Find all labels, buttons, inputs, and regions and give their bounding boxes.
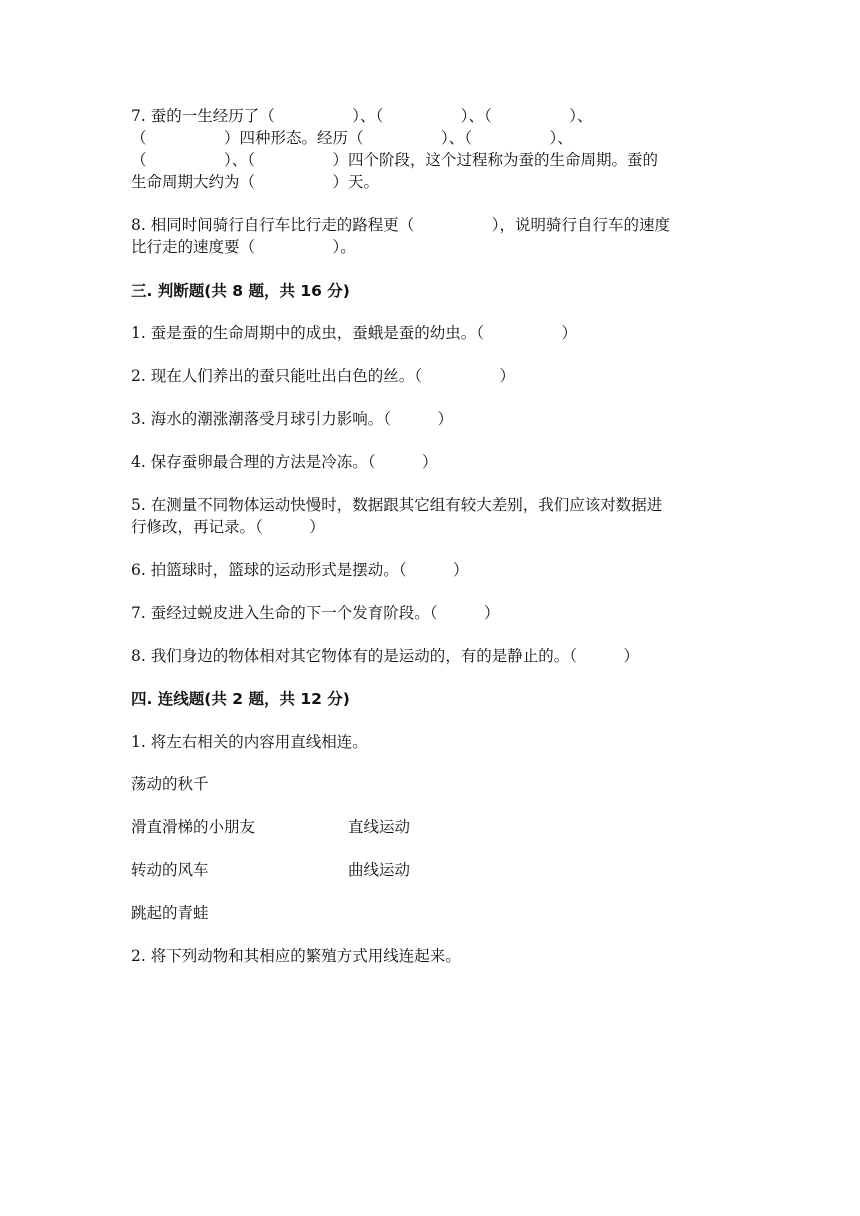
judge-item-1: 1. 蚕是蚕的生命周期中的成虫，蚕蛾是蚕的幼虫。（ ） <box>131 324 577 342</box>
judge-item-2: 2. 现在人们养出的蚕只能吐出白色的丝。（ ） <box>131 367 515 385</box>
judge-item-5-line-2: 行修改，再记录。（ ） <box>131 518 325 536</box>
q7-line-2: （ ）四种形态。经历（ ）、（ ）、 <box>131 129 573 147</box>
judge-item-5-line-1: 5. 在测量不同物体运动快慢时，数据跟其它组有较大差别，我们应该对数据进 <box>131 496 663 514</box>
match-q1-prompt: 1. 将左右相关的内容用直线相连。 <box>131 733 368 751</box>
match-right-item-1: 直线运动 <box>348 818 411 836</box>
judge-item-6: 6. 拍篮球时，篮球的运动形式是摆动。（ ） <box>131 561 469 579</box>
q7-line-4: 生命周期大约为（ ）天。 <box>131 173 380 191</box>
match-left-item-3: 转动的风车 <box>131 861 209 879</box>
match-left-item-4: 跳起的青蛙 <box>131 904 209 922</box>
q7-line-1: 7. 蚕的一生经历了（ ）、（ ）、（ ）、 <box>131 107 593 125</box>
q7-line-3: （ ）、（ ）四个阶段，这个过程称为蚕的生命周期。蚕的 <box>131 151 659 169</box>
judge-item-3: 3. 海水的潮涨潮落受月球引力影响。（ ） <box>131 410 453 428</box>
q8-line-1: 8. 相同时间骑行自行车比行走的路程更（ ），说明骑行自行车的速度 <box>131 216 670 234</box>
match-left-item-2: 滑直滑梯的小朋友 <box>131 818 256 836</box>
match-right-item-2: 曲线运动 <box>348 861 411 879</box>
q8-line-2: 比行走的速度要（ ）。 <box>131 238 356 256</box>
match-left-item-1: 荡动的秋千 <box>131 775 209 793</box>
match-q2-prompt: 2. 将下列动物和其相应的繁殖方式用线连起来。 <box>131 947 461 965</box>
judge-item-8: 8. 我们身边的物体相对其它物体有的是运动的，有的是静止的。（ ） <box>131 647 639 665</box>
judge-item-4: 4. 保存蚕卵最合理的方法是冷冻。（ ） <box>131 453 438 471</box>
section-4-heading: 四. 连线题(共 2 题，共 12 分) <box>131 690 350 708</box>
judge-item-7: 7. 蚕经过蜕皮进入生命的下一个发育阶段。（ ） <box>131 604 500 622</box>
section-3-heading: 三. 判断题(共 8 题，共 16 分) <box>131 282 350 300</box>
